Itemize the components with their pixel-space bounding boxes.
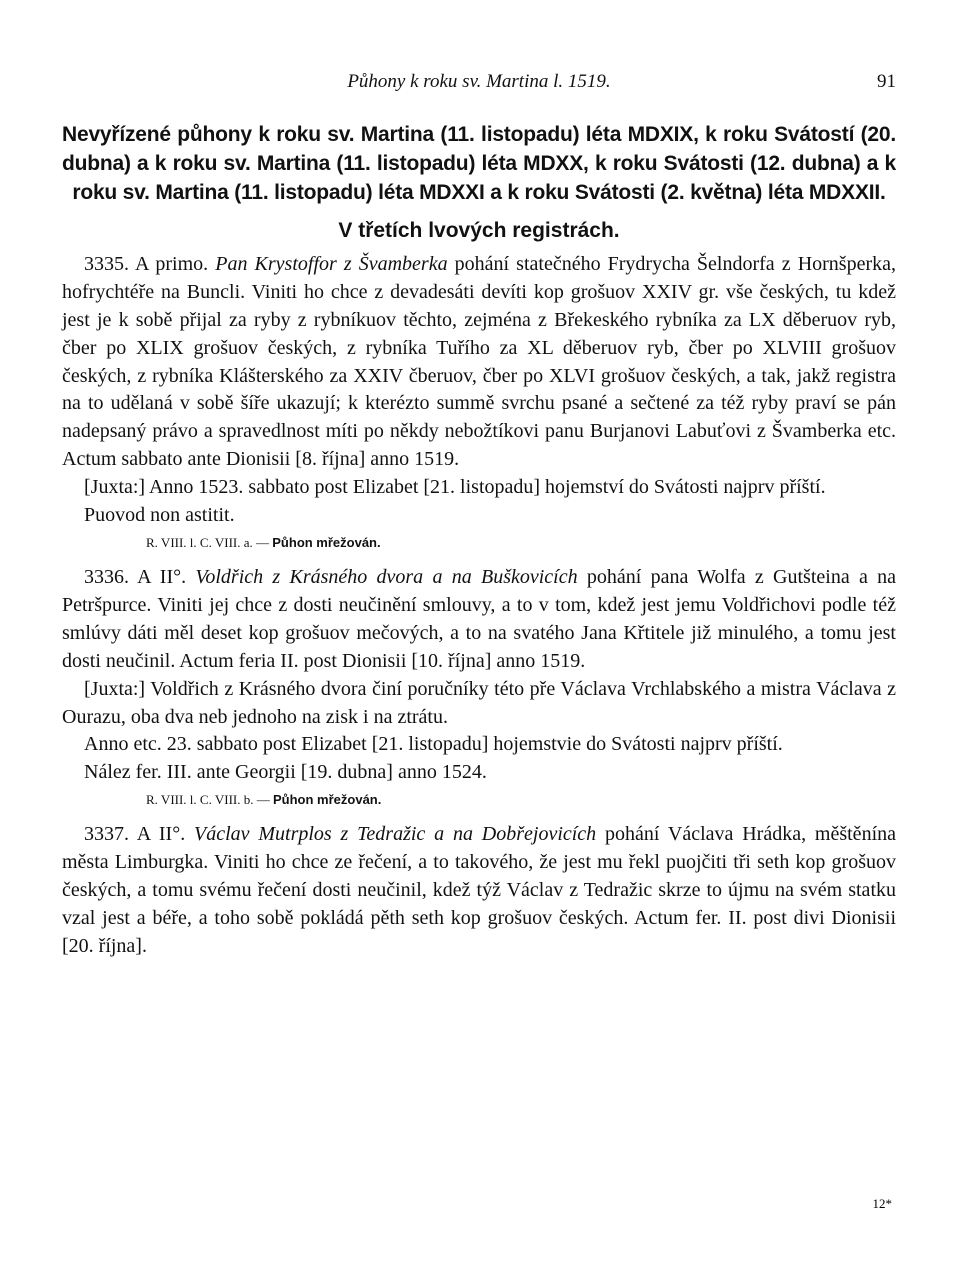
running-head-title: Půhony k roku sv. Martina l. 1519. [347,71,611,92]
page-number: 91 [877,71,896,92]
entry-party-name: Pan Krystoffor z Švamberka [215,252,448,275]
entry-note: Anno etc. 23. sabbato post Elizabet [21. listopadu] hojemstvie do Svátosti najprv příští. [84,733,783,756]
signature-note: Půhon mřežován. [272,534,381,550]
entry-note: [Juxta:] Voldřich z Krásného dvora činí poručníky této pře Václava Vrchlabského a mistra Václava z Ourazu, oba dva neb jednoho na zisk i na ztrátu. [62,677,896,728]
entry-text: pohání Václava Hrádka, měštěnína města Limburgka. Viniti ho chce ze řečení, a to takového, že jest mu řekl puojčiti tři seth kop grošuov českých, a tomu svému řečení dosti neučinil, kdež týž Václav z Tedražic skrze to újmu na svém statku vzal jest a béře, a toho sobě pokládá pěth seth kop grošuov českých. Actum fer. II. post divi Dionisii [20. října]. [62,823,896,957]
section-subheading: V třetích lvových registrách. [338,219,620,242]
document-page [62,68,896,961]
footer-signature: 12* [872,1196,892,1211]
entry-party-name: Voldřich z Krásného dvora a na Buškovicích [195,565,578,588]
entry-note: Nález fer. III. ante Georgii [19. dubna] anno 1524. [84,761,487,784]
entry-lead: 3336. A II°. [84,565,196,588]
entry-3335 [62,251,896,474]
entry-text: pohání pana Wolfa z Gutšteina a na Petršpurce. Viniti jej chce z dosti neučinění smlouvy, a to v tom, kdež jest jemu Voldřichovi podle též smlúvy dáti měl deset kop grošuov mečových, a to na svatého Jana Křtitele již minulého, a tomu jest dosti neučinil. Actum feria II. post Dionisii [10. října] anno 1519. [62,565,896,672]
entry-note: [Juxta:] Anno 1523. sabbato post Elizabet [21. listopadu] hojemství do Svátosti najprv příští. [84,476,826,499]
signature-reference: R. VIII. l. C. VIII. a. — [146,534,273,550]
signature-reference: R. VIII. l. C. VIII. b. — [146,792,273,808]
entry-lead: 3335. A primo. [84,252,216,275]
entry-lead: 3337. A II°. [84,823,195,846]
entry-3336 [62,564,896,676]
entry-party-name: Václav Mutrplos z Tedražic a na Dobřejovicích [194,823,597,846]
entry-signature [62,789,896,811]
entry-note: Puovod non astitit. [84,504,235,527]
section-heading: Nevyřízené půhony k roku sv. Martina (11. listopadu) léta MDXIX, k roku Svátostí (20. dubna) a k roku sv. Martina (11. listopadu) léta MDXX, k roku Svátosti (12. dubna) a k roku sv. Martina (11. listopadu) léta MDXXI a k roku Svátosti (2. května) léta MDXXII. [62,123,896,204]
running-head [62,68,896,98]
entry-3337 [62,821,896,961]
entry-text: pohání statečného Frydrycha Šelndorfa z Hornšperka, hofrychtéře na Buncli. Viniti ho chce z devadesáti devíti kop grošuov XXIV gr. vše českých, tu kdež jest je k sobě přijal za ryby z rybníkuov těchto, zejména z Břekeského rybníka za LX děberuov ryb, čber po XLIX grošuov českých, z rybníka Tuřího za XL děberuov ryb, čber po XLVIII grošuov českých, z rybníka Klášterského za XXIV čberuov, čber po XLVI grošuov českých, a tak, jakž registra na to udělaná v sobě šíře ukazují; k kterézto summě svrchu psané a sečtené za též ryby praví se pán nadepsaný právo a spravedlnost míti po někdy nebožtíkovi panu Burjanovi Labuťovi z Švamberka etc. Actum sabbato ante Dionisii [8. října] anno 1519. [62,252,897,471]
entry-signature [62,532,896,554]
signature-note: Půhon mřežován. [273,792,382,808]
